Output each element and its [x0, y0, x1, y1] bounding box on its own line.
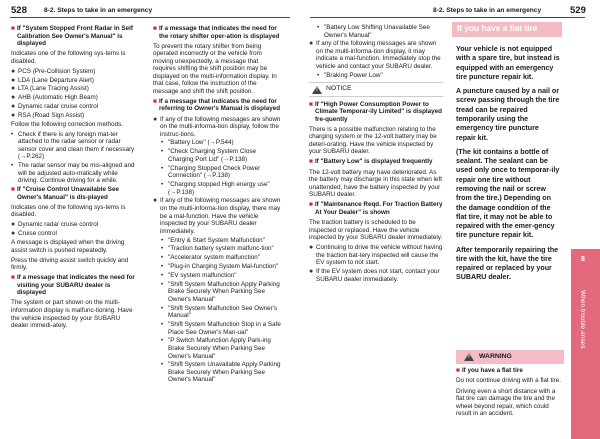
heading: ■ If "Maintenance Reqd. For Traction Battery At Your Dealer" is shown — [309, 201, 443, 216]
list-item — [317, 72, 443, 80]
paragraph: Follow the following correction methods. — [11, 120, 123, 128]
notice-header: ! NOTICE — [309, 82, 443, 96]
paragraph: Indicates one of the following sys-tems is disabled. — [11, 50, 126, 65]
list-item-text: "EV system malfunction" — [168, 271, 237, 279]
bullet-icon: ● — [11, 67, 16, 75]
list-item-text: "Shift System Unavailable Apply Parking Brake Securely When Parking See Owner's Manual" — [168, 361, 281, 384]
list-item — [309, 268, 443, 283]
bullet-icon: • — [11, 162, 14, 170]
bullet-icon: ● — [11, 94, 16, 102]
message-list — [317, 24, 443, 39]
heading: ■ If a message that indicates the need for visiting your SUBARU dealer is displayed — [11, 274, 135, 297]
heading: ■ If "Battery Low" is displayed frequently — [309, 158, 433, 166]
list-item-text: "Entry & Start System Malfunction" — [168, 236, 265, 244]
notice-list — [309, 244, 443, 283]
list-item — [11, 77, 137, 85]
list-item — [11, 162, 137, 185]
bullet-icon: • — [317, 71, 320, 79]
paragraph: Press the driving assist switch quickly and firmly. — [11, 256, 129, 272]
list-item-text: LTA (Lane Tracing Assist) — [18, 85, 89, 93]
bullet-icon: • — [161, 181, 164, 189]
paragraph: The system or part shown on the multi-information display is malfunc-tioning. Have the vehicle inspected by your SUBARU dealer immedi-ately. — [11, 299, 133, 330]
list-item-text: The radar sensor may be mis-aligned and will be adjusted auto-matically while driving. Continue driving for a while. — [18, 162, 135, 185]
list-item-text: "Charging stopped High energy use" (→P.138) — [168, 181, 270, 196]
list-item — [161, 361, 282, 384]
bullet-icon: ● — [11, 85, 16, 93]
list-item-text: "Traction battery system malfunc-tion" — [168, 245, 274, 253]
list-item — [11, 131, 137, 161]
warning-box — [456, 350, 564, 420]
paragraph: A message is displayed when the driving assist switch is pushed repeatedly. — [11, 239, 125, 254]
heading: ■ If "Cruise Control Unavailable See Owner's Manual" is dis-played — [11, 186, 119, 201]
list-item: ● If any of the following messages are shown on the multi-informa-tion display, it may indicate a mal-function. Immediately stop the vehicle and contact your SUBARU dealer. — [309, 40, 441, 71]
list-item — [161, 305, 282, 320]
list-item — [161, 148, 282, 163]
bullet-icon: • — [161, 245, 164, 253]
list-item — [11, 112, 137, 120]
list-item-text: Dynamic radar cruise control — [18, 221, 99, 229]
list-item — [11, 68, 137, 76]
list-item-text: "Braking Power Low" — [324, 71, 383, 79]
list-item-text: "Charging Stopped Check Power Connection" (→P.138) — [168, 164, 261, 180]
list-item-text: PCS (Pre-Collision System) — [18, 67, 96, 75]
list-item — [11, 230, 137, 238]
list-item — [161, 245, 282, 253]
list-item-text: "Battery Low Shifting Unavailable See Owner's Manual" — [324, 24, 430, 39]
heading: ■ If "System Stopped Front Radar In Self Calibration See Owner's Manual" is displayed — [11, 25, 133, 48]
chapter-number: 8 — [581, 256, 585, 263]
list-item-text: "Shift System Malfunction Stop in a Safe Place See Owner's Man-ual" — [168, 321, 281, 336]
paragraph: The 12-volt battery may have deteriorated. As the battery may discharge in this state when left unattended, have the battery inspected by your SUBARU dealer. — [309, 168, 443, 199]
list-item-text: "P Switch Malfunction Apply Park-ing Brake Securely When Parking See Owner's Manual" — [168, 337, 271, 360]
bullet-icon: ● — [309, 244, 314, 252]
bullet-icon: • — [11, 130, 14, 138]
bullet-icon: • — [161, 361, 164, 369]
list-item — [11, 94, 137, 102]
list-item-text: "Check Charging System Close Charging Port Lid" (→P.138) — [168, 148, 256, 163]
list-item — [161, 263, 282, 271]
list-item — [161, 237, 282, 245]
paragraph: Indicates one of the following sys-tems is disabled. — [11, 203, 126, 219]
paragraph: Do not continue driving with a flat tire. — [456, 377, 562, 385]
chapter-label: When trouble arises — [578, 290, 586, 349]
left-page-number: 528 — [11, 5, 27, 16]
column-3 — [309, 24, 443, 284]
list-item-text: "Accelerator system malfunction" — [168, 254, 260, 262]
list-item-text: If the EV system does not start, contact your SUBARU dealer immediately. — [316, 268, 440, 283]
bullet-icon: ● — [309, 268, 314, 276]
list-item — [161, 321, 282, 336]
list-item — [161, 165, 282, 180]
warning-triangle-icon: ! — [464, 353, 474, 361]
bullet-icon: • — [161, 321, 164, 329]
column-1 — [11, 24, 137, 332]
heading: ■ If a message that indicates the need for the rotary shifter oper-ation is displayed — [153, 25, 280, 40]
column-4 — [456, 45, 560, 288]
bullet-icon: • — [161, 139, 164, 147]
list-item-text: Check if there is any foreign mat-ter attached to the radar sensor or radar sensor cover and clean them if necessary (→P.262) — [18, 130, 135, 161]
list-item-text: "Shift System Malfunction See Owner's Manual" — [168, 304, 278, 320]
paragraph: The traction battery is scheduled to be inspected or replaced. Have the vehicle inspected by your SUBARU dealer immediately. — [309, 218, 443, 242]
bullet-icon: • — [161, 236, 164, 244]
bullet-icon: ● — [11, 221, 16, 229]
list-item — [161, 272, 282, 280]
bullet-icon: • — [161, 280, 164, 288]
paragraph: To prevent the rotary shifter from being operated incorrectly or the vehicle from moving unexpectedly, a message that requires shifting the shift position may be displayed on the multi-information display. In that case, follow the instruction of the message and shift the shift position. — [153, 42, 277, 95]
paragraph: A puncture caused by a nail or screw passing through the tire tread can be repaired temporarily using the emergency tire puncture repair kit. — [456, 87, 560, 142]
bullet-icon: • — [161, 304, 164, 312]
message-list — [161, 237, 282, 385]
paragraph: (The kit contains a bottle of sealant. The sealant can be used only once to temporar-ily repair one tire without removing the nail or screw from the tire.) Depending on the damage condition of the flat tire, it may not be able to repaired with the emer-gency tire puncture repair kit. — [456, 147, 560, 240]
list-item — [161, 139, 282, 147]
list-item-text: Continuing to drive the vehicle without having the traction bat-tery inspected will cause the EV system to not start. — [316, 244, 443, 267]
list-item-text: Dynamic radar cruise control — [18, 103, 99, 111]
bullet-icon: • — [161, 271, 164, 279]
list-item-text: AHB (Automatic High Beam) — [18, 94, 98, 102]
list-item: ● If any of the following messages are shown on the multi-informa-tion display, follow the instruc-tions. — [153, 115, 281, 138]
list-item — [317, 24, 443, 39]
warning-header: ! WARNING — [456, 350, 564, 364]
right-header-rule — [310, 17, 585, 18]
caution-triangle-icon: ! — [312, 86, 322, 94]
list-item — [11, 103, 137, 111]
column-2 — [153, 24, 282, 385]
list-item-text: "Battery Low" (→P.544) — [168, 139, 234, 147]
bullet-icon: • — [317, 24, 320, 31]
paragraph: Driving even a short distance with a flat tire can damage the tire and the wheel beyond repair, which could result in an accident. — [456, 387, 556, 418]
section-title: If you have a flat tire — [452, 22, 562, 37]
bullet-icon: ● — [11, 111, 16, 119]
list-item-text: "Shift System Malfunction Apply Parking Brake Securely When Parking See Owner's Manual" — [168, 280, 280, 303]
paragraph: There is a possible malfunction relating to the charging system or the 12-volt battery may be deteri-orating. Have the vehicle inspected by your SUBARU dealer. — [309, 125, 437, 156]
list-item — [161, 281, 282, 304]
bullet-icon: • — [161, 254, 164, 262]
heading: ■ If a message that indicates the need for referring to Owner's Manual is displayed — [153, 97, 281, 113]
list-item — [161, 181, 282, 196]
bullet-icon: • — [161, 263, 164, 271]
paragraph: Your vehicle is not equipped with a spare tire, but instead is equipped with an emergency tire puncture repair kit. — [456, 45, 560, 81]
paragraph: After temporarily repairing the tire with the kit, have the tire repaired or replaced by your SUBARU dealer. — [456, 245, 559, 282]
right-header-title: 8-2. Steps to take in an emergency — [433, 7, 542, 14]
bullet-icon: ● — [11, 103, 16, 111]
bullet-icon: ● — [11, 76, 16, 84]
bullet-icon: ● — [11, 230, 16, 238]
list-item — [11, 85, 137, 93]
bullet-icon: • — [161, 337, 164, 345]
message-list — [161, 139, 282, 196]
method-list — [11, 131, 137, 185]
message-list — [317, 72, 443, 80]
list-item — [309, 244, 443, 267]
bullet-icon: • — [161, 164, 164, 172]
list-item-text: LDA (Lane Departure Alert) — [18, 76, 94, 84]
bullet-icon: • — [161, 148, 164, 156]
list-item-text: Cruise control — [18, 230, 57, 238]
system-list — [11, 221, 137, 237]
left-header-rule — [10, 17, 290, 18]
system-list — [11, 68, 137, 120]
heading: ■ If you have a flat tire — [456, 367, 523, 375]
list-item: ● If any of the following messages are shown on the multi-informa-tion display, there may be a mal-function. Have the vehicle inspected by your SUBARU dealer immediately. — [153, 197, 281, 235]
left-header-title: 8-2. Steps to take in an emergency — [44, 7, 153, 14]
list-item — [161, 337, 282, 360]
list-item-text: "Plug-in Charging System Mal-function" — [168, 263, 279, 271]
list-item — [161, 254, 282, 262]
list-item — [11, 221, 137, 229]
list-item-text: RSA (Road Sign Assist) — [18, 111, 85, 119]
right-page-number: 529 — [570, 5, 586, 16]
heading: ■ If "High Power Consumption Power to Climate Temporar-ily Limited" is displayed fre-quently — [309, 100, 443, 123]
